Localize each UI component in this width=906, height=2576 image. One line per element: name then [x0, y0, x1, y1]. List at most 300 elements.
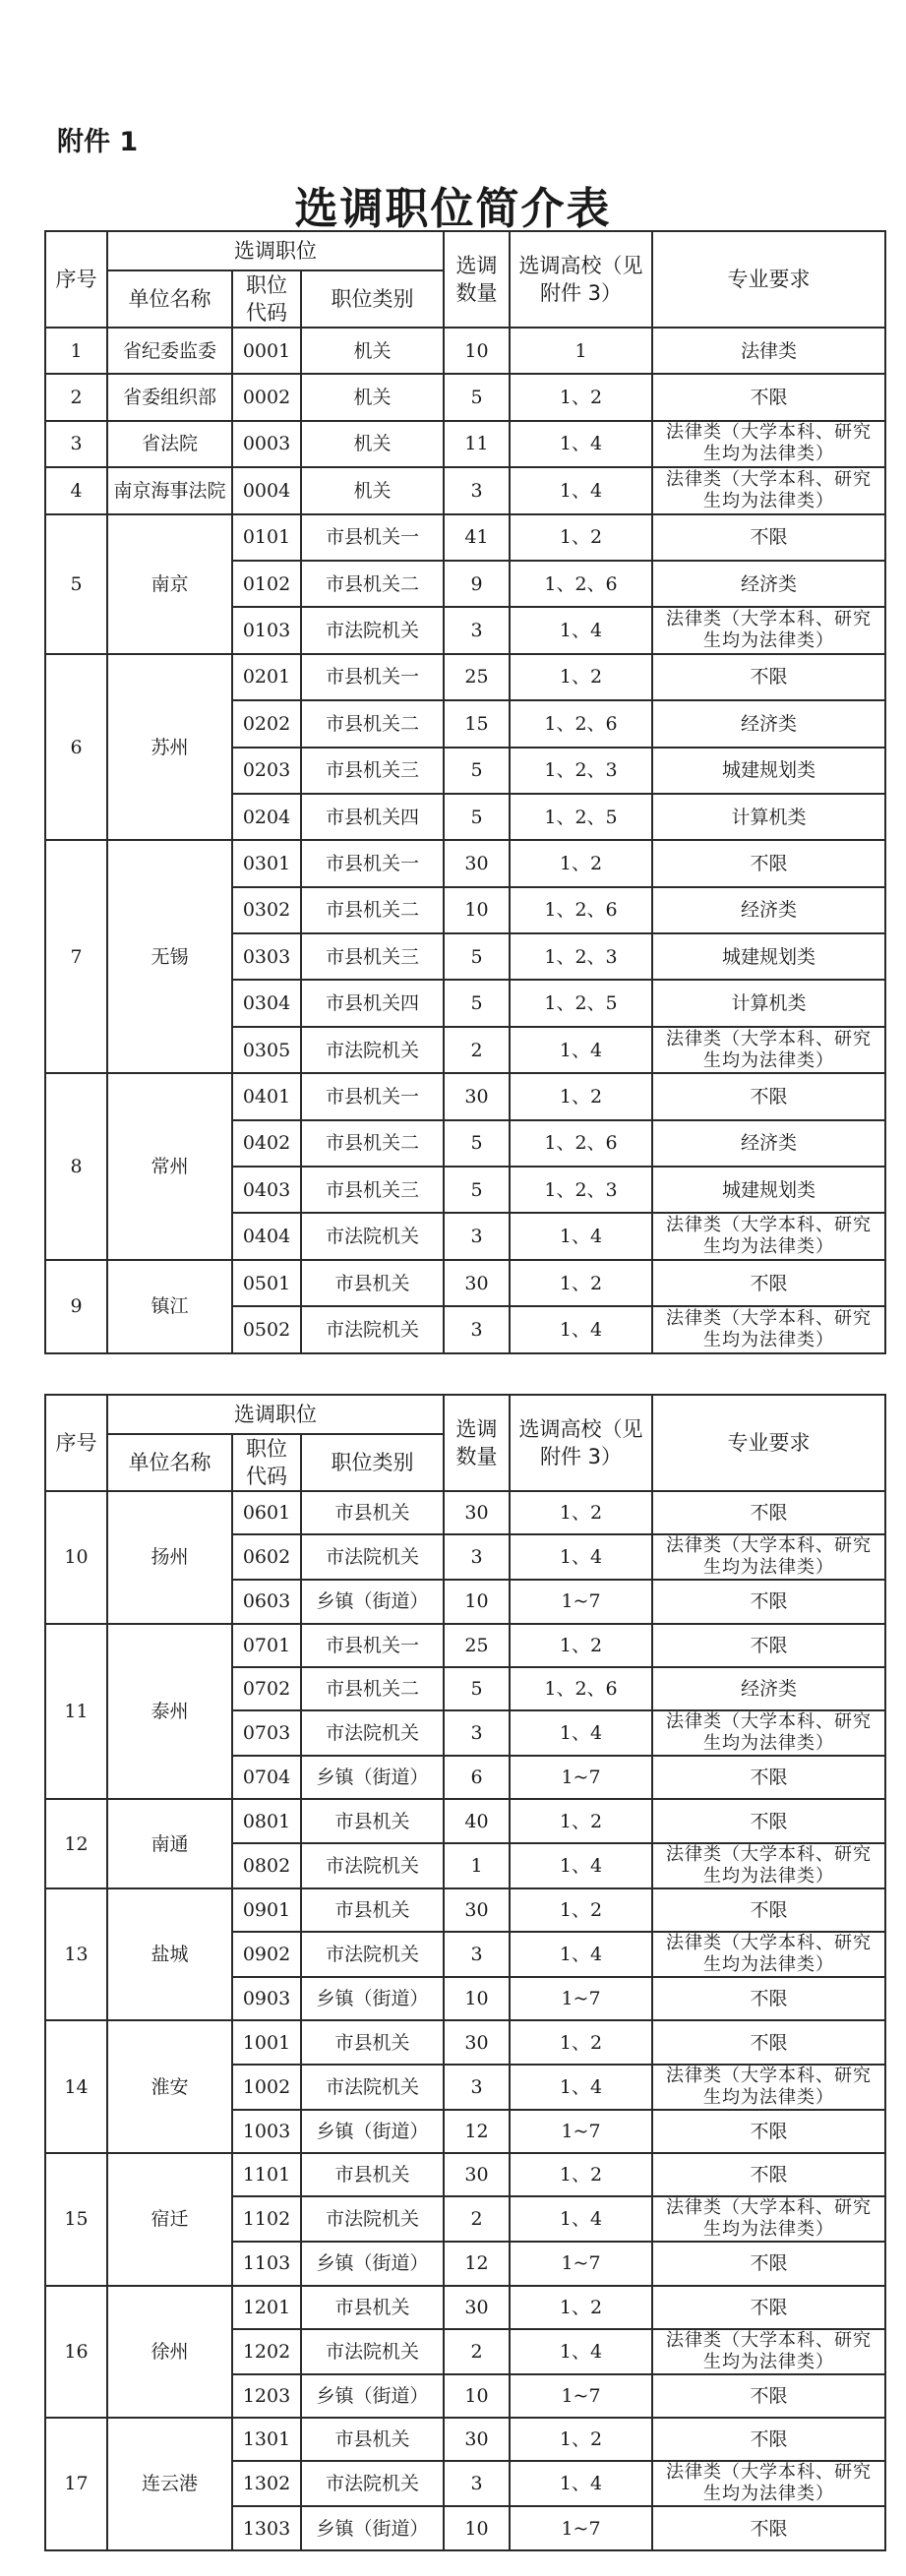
code-cell: 0701: [232, 1624, 301, 1667]
major-cell: 不限: [652, 1799, 885, 1842]
major-cell: 城建规划类: [652, 933, 885, 980]
header-count: 选调数量: [444, 1395, 510, 1491]
seq-cell: 12: [45, 1799, 107, 1887]
schools-cell: 1、4: [510, 1213, 652, 1259]
schools-cell: 1~7: [510, 1977, 652, 2020]
category-cell: 市县机关: [301, 1888, 444, 1932]
category-cell: 市县机关: [301, 2286, 444, 2329]
count-cell: 2: [444, 2196, 510, 2242]
schools-cell: 1、4: [510, 2461, 652, 2506]
code-cell: 1003: [232, 2110, 301, 2153]
unit-cell: 省法院: [107, 421, 232, 467]
seq-cell: 4: [45, 467, 107, 513]
attachment-label: 附件 1: [57, 127, 139, 157]
code-cell: 0801: [232, 1799, 301, 1842]
table-row: [45, 514, 885, 561]
code-cell: 0301: [232, 840, 301, 886]
header-unit: 单位名称: [107, 1434, 232, 1491]
count-cell: 10: [444, 1977, 510, 2020]
count-cell: 10: [444, 887, 510, 933]
major-cell: 城建规划类: [652, 748, 885, 794]
schools-cell: 1、4: [510, 2196, 652, 2242]
major-cell: 不限: [652, 2418, 885, 2461]
code-cell: 0302: [232, 887, 301, 933]
count-cell: 3: [444, 2065, 510, 2110]
schools-cell: 1、4: [510, 2329, 652, 2374]
category-cell: 市法院机关: [301, 2196, 444, 2242]
table-row: [45, 1624, 885, 1667]
table-row: [45, 1888, 885, 1932]
count-cell: 41: [444, 514, 510, 561]
unit-cell: 扬州: [107, 1491, 232, 1624]
category-cell: 市县机关三: [301, 748, 444, 794]
code-cell: 1001: [232, 2020, 301, 2064]
code-cell: 0102: [232, 561, 301, 607]
count-cell: 30: [444, 2418, 510, 2461]
major-cell: 法律类（大学本科、研究生均为法律类）: [652, 2329, 885, 2374]
header-count: 选调数量: [444, 231, 510, 328]
table-row: [45, 2153, 885, 2196]
table-row: [45, 421, 885, 467]
unit-cell: 镇江: [107, 1260, 232, 1353]
major-cell: 法律类（大学本科、研究生均为法律类）: [652, 607, 885, 653]
schools-cell: 1、2、6: [510, 561, 652, 607]
code-cell: 0601: [232, 1491, 301, 1534]
code-cell: 0003: [232, 421, 301, 467]
seq-cell: 7: [45, 840, 107, 1073]
count-cell: 30: [444, 2153, 510, 2196]
positions-table-2: [44, 1394, 886, 2551]
header-category: 职位类别: [301, 270, 444, 328]
table-row: [45, 374, 885, 420]
schools-cell: 1、2、3: [510, 1167, 652, 1213]
code-cell: 0004: [232, 467, 301, 513]
header-category: 职位类别: [301, 1434, 444, 1491]
major-cell: 不限: [652, 1888, 885, 1932]
category-cell: 乡镇（街道）: [301, 2506, 444, 2549]
category-cell: 市法院机关: [301, 2461, 444, 2506]
code-cell: 0202: [232, 700, 301, 747]
count-cell: 10: [444, 328, 510, 374]
count-cell: 10: [444, 2506, 510, 2549]
major-cell: 法律类（大学本科、研究生均为法律类）: [652, 1932, 885, 1977]
category-cell: 市县机关一: [301, 514, 444, 561]
code-cell: 1303: [232, 2506, 301, 2549]
count-cell: 12: [444, 2242, 510, 2285]
count-cell: 3: [444, 1306, 510, 1352]
seq-cell: 8: [45, 1073, 107, 1260]
header-code: 职位代码: [232, 270, 301, 328]
count-cell: 2: [444, 1027, 510, 1073]
major-cell: 经济类: [652, 561, 885, 607]
category-cell: 机关: [301, 328, 444, 374]
schools-cell: 1、2、3: [510, 933, 652, 980]
code-cell: 0404: [232, 1213, 301, 1259]
code-cell: 0802: [232, 1843, 301, 1888]
category-cell: 机关: [301, 421, 444, 467]
major-cell: 不限: [652, 2374, 885, 2418]
count-cell: 5: [444, 794, 510, 840]
major-cell: 不限: [652, 2153, 885, 2196]
code-cell: 0502: [232, 1306, 301, 1352]
header-position-group: 选调职位: [107, 231, 444, 270]
header-position-group: 选调职位: [107, 1395, 444, 1434]
major-cell: 法律类（大学本科、研究生均为法律类）: [652, 1027, 885, 1073]
code-cell: 1103: [232, 2242, 301, 2285]
unit-cell: 常州: [107, 1073, 232, 1260]
table-row: [45, 1073, 885, 1119]
major-cell: 不限: [652, 1260, 885, 1306]
unit-cell: 南京海事法院: [107, 467, 232, 513]
schools-cell: 1、4: [510, 1710, 652, 1756]
major-cell: 法律类（大学本科、研究生均为法律类）: [652, 2065, 885, 2110]
count-cell: 3: [444, 1534, 510, 1580]
count-cell: 30: [444, 1888, 510, 1932]
category-cell: 机关: [301, 467, 444, 513]
category-cell: 市法院机关: [301, 1306, 444, 1352]
major-cell: 城建规划类: [652, 1167, 885, 1213]
header-unit: 单位名称: [107, 270, 232, 328]
code-cell: 1302: [232, 2461, 301, 2506]
category-cell: 市县机关: [301, 1491, 444, 1534]
category-cell: 市县机关二: [301, 561, 444, 607]
count-cell: 3: [444, 1213, 510, 1259]
category-cell: 市县机关: [301, 2020, 444, 2064]
code-cell: 1301: [232, 2418, 301, 2461]
schools-cell: 1、2: [510, 2286, 652, 2329]
category-cell: 市法院机关: [301, 2329, 444, 2374]
category-cell: 市法院机关: [301, 1843, 444, 1888]
count-cell: 1: [444, 1843, 510, 1888]
count-cell: 10: [444, 1580, 510, 1623]
count-cell: 30: [444, 1260, 510, 1306]
code-cell: 0103: [232, 607, 301, 653]
code-cell: 0002: [232, 374, 301, 420]
unit-cell: 省委组织部: [107, 374, 232, 420]
schools-cell: 1、4: [510, 2065, 652, 2110]
category-cell: 市法院机关: [301, 607, 444, 653]
schools-cell: 1、4: [510, 1843, 652, 1888]
schools-cell: 1、2、6: [510, 1120, 652, 1167]
schools-cell: 1、2、5: [510, 980, 652, 1026]
category-cell: 乡镇（街道）: [301, 2242, 444, 2285]
major-cell: 不限: [652, 2020, 885, 2064]
code-cell: 1203: [232, 2374, 301, 2418]
major-cell: 法律类（大学本科、研究生均为法律类）: [652, 2196, 885, 2242]
major-cell: 不限: [652, 1491, 885, 1534]
major-cell: 不限: [652, 654, 885, 700]
major-cell: 经济类: [652, 1120, 885, 1167]
major-cell: 计算机类: [652, 980, 885, 1026]
category-cell: 乡镇（街道）: [301, 1756, 444, 1799]
count-cell: 25: [444, 1624, 510, 1667]
count-cell: 5: [444, 374, 510, 420]
count-cell: 5: [444, 980, 510, 1026]
count-cell: 3: [444, 2461, 510, 2506]
schools-cell: 1、2: [510, 1799, 652, 1842]
count-cell: 5: [444, 1167, 510, 1213]
code-cell: 1101: [232, 2153, 301, 2196]
category-cell: 乡镇（街道）: [301, 1580, 444, 1623]
seq-cell: 15: [45, 2153, 107, 2286]
schools-cell: 1、2、6: [510, 1667, 652, 1710]
major-cell: 计算机类: [652, 794, 885, 840]
unit-cell: 泰州: [107, 1624, 232, 1800]
schools-cell: 1、4: [510, 421, 652, 467]
code-cell: 0501: [232, 1260, 301, 1306]
category-cell: 市县机关四: [301, 980, 444, 1026]
schools-cell: 1~7: [510, 1756, 652, 1799]
major-cell: 不限: [652, 1756, 885, 1799]
category-cell: 乡镇（街道）: [301, 1977, 444, 2020]
schools-cell: 1、2: [510, 1260, 652, 1306]
schools-cell: 1、4: [510, 1932, 652, 1977]
seq-cell: 13: [45, 1888, 107, 2021]
header-major: 专业要求: [652, 231, 885, 328]
schools-cell: 1、2: [510, 654, 652, 700]
schools-cell: 1~7: [510, 2110, 652, 2153]
major-cell: 法律类（大学本科、研究生均为法律类）: [652, 1306, 885, 1352]
count-cell: 5: [444, 1120, 510, 1167]
code-cell: 0403: [232, 1167, 301, 1213]
code-cell: 0303: [232, 933, 301, 980]
table-row: [45, 2418, 885, 2461]
seq-cell: 10: [45, 1491, 107, 1624]
table-row: [45, 840, 885, 886]
unit-cell: 淮安: [107, 2020, 232, 2153]
code-cell: 0703: [232, 1710, 301, 1756]
category-cell: 市县机关二: [301, 700, 444, 747]
code-cell: 0304: [232, 980, 301, 1026]
count-cell: 30: [444, 1491, 510, 1534]
table-row: [45, 1799, 885, 1842]
major-cell: 法律类（大学本科、研究生均为法律类）: [652, 1843, 885, 1888]
schools-cell: 1、2: [510, 514, 652, 561]
unit-cell: 连云港: [107, 2418, 232, 2550]
category-cell: 市县机关: [301, 2153, 444, 2196]
count-cell: 30: [444, 840, 510, 886]
unit-cell: 无锡: [107, 840, 232, 1073]
major-cell: 不限: [652, 1580, 885, 1623]
major-cell: 法律类（大学本科、研究生均为法律类）: [652, 2461, 885, 2506]
schools-cell: 1、2: [510, 1491, 652, 1534]
major-cell: 法律类（大学本科、研究生均为法律类）: [652, 1213, 885, 1259]
category-cell: 市县机关二: [301, 887, 444, 933]
unit-cell: 南通: [107, 1799, 232, 1887]
header-schools: 选调高校（见附件 3）: [510, 1395, 652, 1491]
schools-cell: 1、2: [510, 1888, 652, 1932]
count-cell: 3: [444, 607, 510, 653]
schools-cell: 1、4: [510, 1534, 652, 1580]
schools-cell: 1、2、3: [510, 748, 652, 794]
positions-table-1: [44, 230, 886, 1354]
table-row: [45, 2020, 885, 2064]
count-cell: 3: [444, 1710, 510, 1756]
unit-cell: 省纪委监委: [107, 328, 232, 374]
header-major: 专业要求: [652, 1395, 885, 1491]
table-row: [45, 1260, 885, 1306]
category-cell: 市县机关一: [301, 840, 444, 886]
major-cell: 法律类（大学本科、研究生均为法律类）: [652, 421, 885, 467]
count-cell: 10: [444, 2374, 510, 2418]
count-cell: 6: [444, 1756, 510, 1799]
seq-cell: 17: [45, 2418, 107, 2550]
major-cell: 不限: [652, 514, 885, 561]
page-title: 选调职位简介表: [294, 184, 612, 234]
table-row: [45, 654, 885, 700]
schools-cell: 1、2: [510, 374, 652, 420]
major-cell: 法律类（大学本科、研究生均为法律类）: [652, 467, 885, 513]
code-cell: 0305: [232, 1027, 301, 1073]
schools-cell: 1、2、6: [510, 887, 652, 933]
count-cell: 5: [444, 748, 510, 794]
category-cell: 乡镇（街道）: [301, 2110, 444, 2153]
category-cell: 市县机关一: [301, 1073, 444, 1119]
table-row: [45, 1491, 885, 1534]
count-cell: 15: [444, 700, 510, 747]
code-cell: 0204: [232, 794, 301, 840]
schools-cell: 1: [510, 328, 652, 374]
major-cell: 不限: [652, 2506, 885, 2549]
schools-cell: 1、4: [510, 467, 652, 513]
schools-cell: 1、2: [510, 840, 652, 886]
category-cell: 市法院机关: [301, 2065, 444, 2110]
category-cell: 市法院机关: [301, 1534, 444, 1580]
seq-cell: 14: [45, 2020, 107, 2153]
count-cell: 11: [444, 421, 510, 467]
category-cell: 乡镇（街道）: [301, 2374, 444, 2418]
major-cell: 经济类: [652, 700, 885, 747]
unit-cell: 南京: [107, 514, 232, 654]
header-seq: 序号: [45, 231, 107, 328]
major-cell: 不限: [652, 2110, 885, 2153]
category-cell: 市县机关四: [301, 794, 444, 840]
schools-cell: 1、2、5: [510, 794, 652, 840]
count-cell: 30: [444, 2020, 510, 2064]
seq-cell: 9: [45, 1260, 107, 1353]
schools-cell: 1~7: [510, 1580, 652, 1623]
schools-cell: 1、2: [510, 1073, 652, 1119]
code-cell: 0201: [232, 654, 301, 700]
category-cell: 市法院机关: [301, 1027, 444, 1073]
category-cell: 市法院机关: [301, 1213, 444, 1259]
unit-cell: 盐城: [107, 1888, 232, 2021]
schools-cell: 1~7: [510, 2242, 652, 2285]
count-cell: 40: [444, 1799, 510, 1842]
header-seq: 序号: [45, 1395, 107, 1491]
table-row: [45, 2286, 885, 2329]
code-cell: 0402: [232, 1120, 301, 1167]
code-cell: 0902: [232, 1932, 301, 1977]
code-cell: 0203: [232, 748, 301, 794]
count-cell: 30: [444, 1073, 510, 1119]
unit-cell: 苏州: [107, 654, 232, 841]
code-cell: 1102: [232, 2196, 301, 2242]
category-cell: 市县机关: [301, 1799, 444, 1842]
code-cell: 0602: [232, 1534, 301, 1580]
code-cell: 0603: [232, 1580, 301, 1623]
major-cell: 不限: [652, 1073, 885, 1119]
count-cell: 12: [444, 2110, 510, 2153]
schools-cell: 1、2: [510, 1624, 652, 1667]
category-cell: 市县机关二: [301, 1667, 444, 1710]
schools-cell: 1~7: [510, 2506, 652, 2549]
category-cell: 市县机关二: [301, 1120, 444, 1167]
category-cell: 市县机关三: [301, 1167, 444, 1213]
count-cell: 30: [444, 2286, 510, 2329]
major-cell: 法律类（大学本科、研究生均为法律类）: [652, 1534, 885, 1580]
code-cell: 1002: [232, 2065, 301, 2110]
unit-cell: 宿迁: [107, 2153, 232, 2286]
major-cell: 法律类: [652, 328, 885, 374]
header-schools: 选调高校（见附件 3）: [510, 231, 652, 328]
count-cell: 5: [444, 1667, 510, 1710]
count-cell: 5: [444, 933, 510, 980]
major-cell: 不限: [652, 374, 885, 420]
schools-cell: 1、2: [510, 2020, 652, 2064]
schools-cell: 1、4: [510, 1027, 652, 1073]
schools-cell: 1、2: [510, 2153, 652, 2196]
code-cell: 0702: [232, 1667, 301, 1710]
schools-cell: 1、4: [510, 1306, 652, 1352]
category-cell: 市县机关: [301, 2418, 444, 2461]
category-cell: 机关: [301, 374, 444, 420]
category-cell: 市县机关三: [301, 933, 444, 980]
major-cell: 不限: [652, 1624, 885, 1667]
seq-cell: 1: [45, 328, 107, 374]
count-cell: 3: [444, 1932, 510, 1977]
major-cell: 经济类: [652, 1667, 885, 1710]
schools-cell: 1、4: [510, 607, 652, 653]
seq-cell: 6: [45, 654, 107, 841]
major-cell: 不限: [652, 1977, 885, 2020]
seq-cell: 2: [45, 374, 107, 420]
major-cell: 经济类: [652, 887, 885, 933]
code-cell: 0903: [232, 1977, 301, 2020]
schools-cell: 1~7: [510, 2374, 652, 2418]
schools-cell: 1、2、6: [510, 700, 652, 747]
major-cell: 不限: [652, 2286, 885, 2329]
seq-cell: 11: [45, 1624, 107, 1800]
count-cell: 9: [444, 561, 510, 607]
code-cell: 0901: [232, 1888, 301, 1932]
major-cell: 法律类（大学本科、研究生均为法律类）: [652, 1710, 885, 1756]
category-cell: 市县机关一: [301, 1624, 444, 1667]
major-cell: 不限: [652, 840, 885, 886]
category-cell: 市县机关一: [301, 654, 444, 700]
category-cell: 市县机关: [301, 1260, 444, 1306]
header-code: 职位代码: [232, 1434, 301, 1491]
count-cell: 3: [444, 467, 510, 513]
seq-cell: 16: [45, 2286, 107, 2419]
table-row: [45, 467, 885, 513]
count-cell: 2: [444, 2329, 510, 2374]
code-cell: 0704: [232, 1756, 301, 1799]
category-cell: 市法院机关: [301, 1710, 444, 1756]
unit-cell: 徐州: [107, 2286, 232, 2419]
table-row: [45, 328, 885, 374]
seq-cell: 5: [45, 514, 107, 654]
count-cell: 25: [444, 654, 510, 700]
code-cell: 1202: [232, 2329, 301, 2374]
code-cell: 0001: [232, 328, 301, 374]
code-cell: 1201: [232, 2286, 301, 2329]
major-cell: 不限: [652, 2242, 885, 2285]
code-cell: 0401: [232, 1073, 301, 1119]
schools-cell: 1、2: [510, 2418, 652, 2461]
category-cell: 市法院机关: [301, 1932, 444, 1977]
seq-cell: 3: [45, 421, 107, 467]
